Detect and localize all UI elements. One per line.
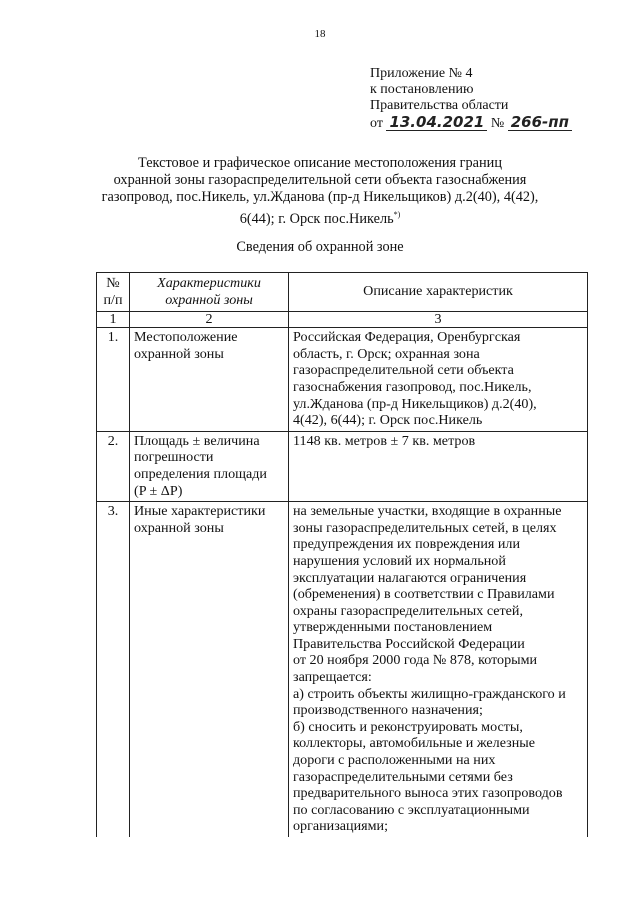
row-characteristic: [130, 328, 289, 432]
table-row: [97, 328, 588, 432]
row-characteristic-line: погрешности: [134, 449, 214, 466]
protection-zone-table: [96, 272, 588, 837]
row-description-line: (обременения) в соответствии с Правилами: [293, 586, 555, 603]
handwritten-date: 13.04.2021: [386, 114, 487, 131]
row-description-line: 4(42), 6(44); г. Орск пос.Никель: [293, 412, 483, 429]
row-description-line: эксплуатации налагаются ограничения: [293, 569, 527, 586]
row-description-line: ул.Жданова (пр-д Никельщиков) д.2(40),: [293, 395, 537, 412]
title-line-2: охранной зоны газораспределительной сети объекта газоснабжения: [113, 172, 527, 188]
header-number-cell: [97, 273, 130, 312]
row-characteristic-line: охранной зоны: [134, 345, 224, 362]
header-characteristics-line-2: охранной зоны: [165, 291, 253, 308]
row-description-line: область, г. Орск; охранная зона: [293, 345, 480, 362]
appendix-block: [370, 66, 572, 132]
row-description: [289, 502, 588, 837]
row-description-line: газораспределительными сетями без: [293, 768, 513, 785]
row-description-line: нарушения условий их нормальной: [293, 552, 506, 569]
row-number: 3.: [97, 502, 130, 837]
row-description-line: коллекторы, автомобильные и железные: [293, 735, 535, 752]
row-description-line: организациями;: [293, 818, 388, 835]
table-row: [97, 431, 588, 501]
row-description: [289, 328, 588, 432]
row-description-line: Российская Федерация, Оренбургская: [293, 329, 521, 346]
row-characteristic: [130, 502, 289, 837]
header-number-line-2: п/п: [103, 291, 123, 308]
row-description-line: по согласованию с эксплуатационными: [293, 801, 530, 818]
row-characteristic: [130, 431, 289, 501]
title-line-4: [60, 206, 580, 228]
title-line-3: газопровод, пос.Никель, ул.Жданова (пр-д Никельщиков) д.2(40), 4(42),: [101, 189, 539, 205]
row-characteristic-line: охранной зоны: [134, 519, 224, 536]
number-sign: №: [490, 116, 505, 131]
row-description-line: предупреждения их повреждения или: [293, 536, 521, 553]
header-number-line-1: №: [106, 275, 120, 291]
row-description-line: а) строить объекты жилищно-гражданского и: [293, 685, 566, 702]
row-description-line: производственного назначения;: [293, 702, 483, 719]
row-description-line: газораспределительной сети объекта: [293, 362, 514, 379]
row-description-line: запрещается:: [293, 669, 372, 686]
row-number: 1.: [97, 328, 130, 432]
section-title: Сведения об охранной зоне: [236, 239, 404, 255]
handwritten-number: 266-пп: [508, 114, 572, 131]
appendix-line-1: Приложение № 4: [370, 66, 473, 81]
row-characteristic-line: (P ± ΔP): [134, 482, 183, 499]
row-description-line: на земельные участки, входящие в охранные: [293, 503, 562, 520]
table-header-row: [97, 273, 588, 312]
row-description-line: предварительного выноса этих газопроводов: [293, 785, 563, 802]
table-row: [97, 502, 588, 837]
appendix-line-2: к постановлению: [370, 82, 474, 97]
row-description-line: газоснабжения газопровод, пос.Никель,: [293, 378, 532, 395]
row-description-line: 1148 кв. метров ± 7 кв. метров: [293, 432, 476, 449]
row-description-line: дороги с расположенными на них: [293, 752, 496, 769]
date-prefix: от: [370, 116, 383, 131]
header-characteristics-line-1: Характеристики: [157, 275, 261, 291]
title-line-1: Текстовое и графическое описание местоположения границ: [138, 155, 502, 171]
title-line-4-text: 6(44); г. Орск пос.Никель: [239, 210, 394, 227]
row-description: [289, 431, 588, 501]
row-description-line: от 20 ноября 2000 года № 878, которыми: [293, 652, 538, 669]
row-characteristic-line: определения площади: [134, 465, 267, 482]
appendix-date-line: [370, 114, 572, 132]
page-number: 18: [314, 28, 326, 40]
row-description-line: зоны газораспределительных сетей, в целях: [293, 519, 557, 536]
row-characteristic-line: Площадь ± величина: [134, 432, 260, 449]
footnote-mark: *): [393, 210, 401, 219]
column-numbers-row: [97, 312, 588, 328]
row-description-line: охраны газораспределительных сетей,: [293, 602, 523, 619]
column-number-3: 3: [289, 312, 588, 328]
header-description-cell: Описание характеристик: [289, 273, 588, 312]
row-description-line: Правительства Российской Федерации: [293, 635, 525, 652]
row-description-line: б) сносить и реконструировать мосты,: [293, 718, 523, 735]
column-number-1: 1: [97, 312, 130, 328]
row-characteristic-line: Иные характеристики: [134, 503, 266, 520]
header-characteristics-cell: [130, 273, 289, 312]
row-characteristic-line: Местоположение: [134, 329, 238, 346]
appendix-line-3: Правительства области: [370, 98, 509, 113]
column-number-2: 2: [130, 312, 289, 328]
row-number: 2.: [97, 431, 130, 501]
document-title: [60, 155, 580, 228]
row-description-line: утвержденными постановлением: [293, 619, 493, 636]
